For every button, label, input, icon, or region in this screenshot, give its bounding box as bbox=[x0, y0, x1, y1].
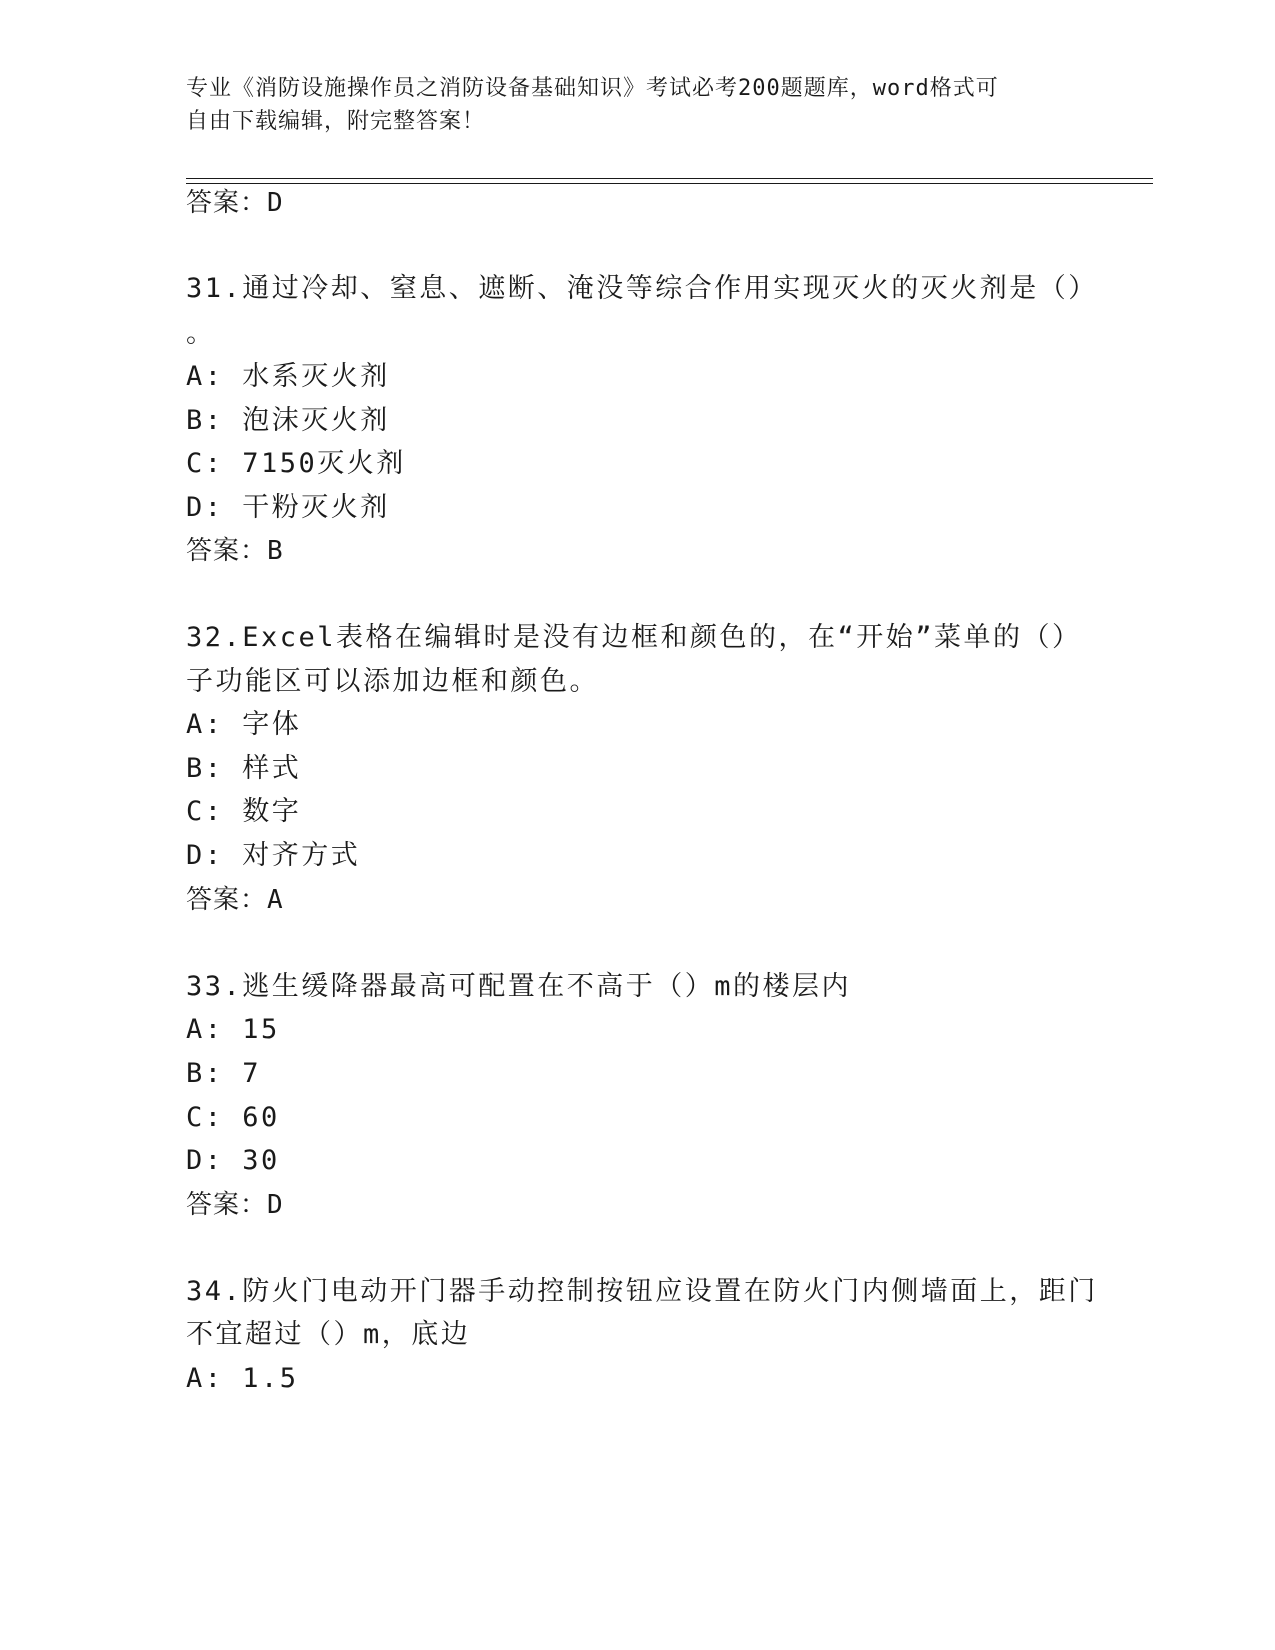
question-31-option-a: A: 水系灭火剂 bbox=[186, 361, 390, 392]
question-32-option-c: C: 数字 bbox=[186, 796, 302, 827]
document-header bbox=[186, 72, 1066, 138]
question-33-option-b: B: 7 bbox=[186, 1058, 262, 1089]
header-divider-bottom bbox=[186, 183, 1153, 184]
question-32-option-a: A: 字体 bbox=[186, 709, 302, 740]
question-33-answer: 答案：D bbox=[186, 1190, 284, 1220]
header-line-2: 自由下载编辑，附完整答案！ bbox=[186, 109, 486, 134]
header-line-1: 专业《消防设施操作员之消防设备基础知识》考试必考200题题库，word格式可 bbox=[186, 76, 999, 101]
question-32-option-d: D: 对齐方式 bbox=[186, 840, 361, 871]
question-32-stem-line-2: 子功能区可以添加边框和颜色。 bbox=[186, 666, 599, 697]
question-32-answer: 答案：A bbox=[186, 885, 284, 915]
question-31-option-c: C: 7150灭火剂 bbox=[186, 448, 406, 479]
question-33-option-d: D: 30 bbox=[186, 1145, 280, 1176]
question-31-stem-line-2: 。 bbox=[186, 318, 216, 349]
header-divider-top bbox=[186, 178, 1153, 179]
question-34-stem-line-2: 不宜超过（）m，底边 bbox=[186, 1319, 471, 1350]
question-32-option-b: B: 样式 bbox=[186, 753, 302, 784]
question-31-stem-line-1: 31.通过冷却、窒息、遮断、淹没等综合作用实现灭火的灭火剂是（） bbox=[186, 273, 1098, 304]
question-33-option-a: A: 15 bbox=[186, 1014, 280, 1045]
question-34-stem-line-1: 34.防火门电动开门器手动控制按钮应设置在防火门内侧墙面上，距门 bbox=[186, 1276, 1098, 1307]
question-32-stem-line-1: 32.Excel表格在编辑时是没有边框和颜色的，在“开始”菜单的（） bbox=[186, 622, 1082, 653]
question-31-option-b: B: 泡沫灭火剂 bbox=[186, 405, 390, 436]
question-31-option-d: D: 干粉灭火剂 bbox=[186, 492, 390, 523]
top-answer: 答案：D bbox=[186, 188, 284, 218]
question-34-option-a: A: 1.5 bbox=[186, 1363, 299, 1394]
question-31-answer: 答案：B bbox=[186, 536, 284, 566]
question-33-option-c: C: 60 bbox=[186, 1102, 280, 1133]
question-33-stem-line-1: 33.逃生缓降器最高可配置在不高于（）m的楼层内 bbox=[186, 971, 852, 1002]
